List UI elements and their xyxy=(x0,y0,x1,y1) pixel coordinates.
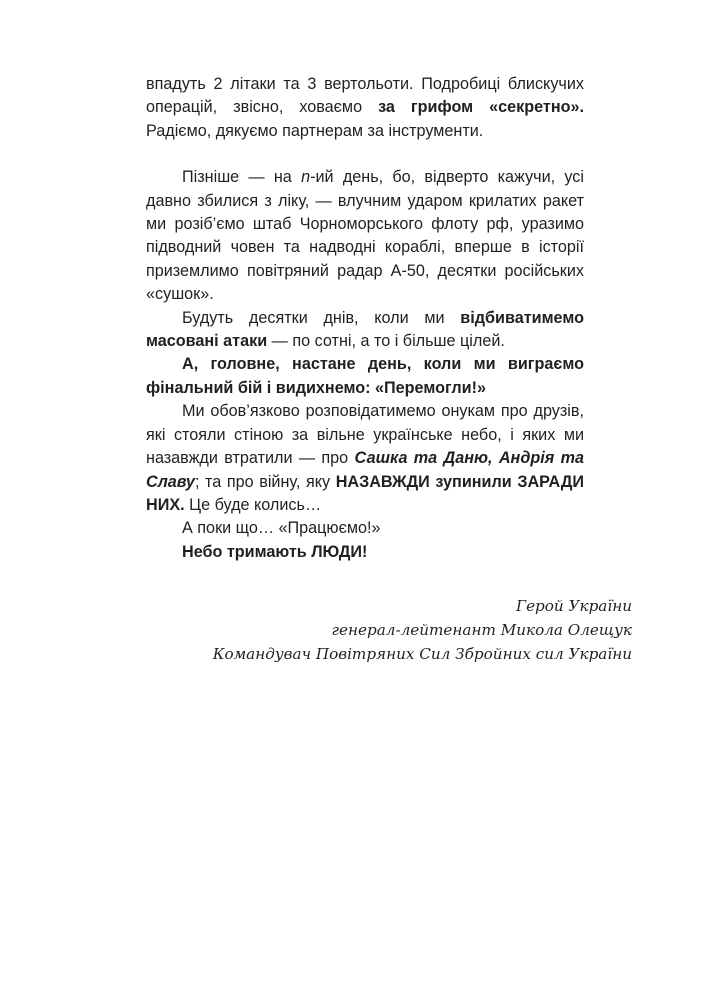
signature-position: Командувач Повітряних Сил Збройних сил України xyxy=(212,645,632,663)
text-run: ; та про війну, яку xyxy=(194,472,336,491)
text-run: Радіємо, дякуємо партнерам за інструменти. xyxy=(146,121,484,140)
italic-run: n xyxy=(301,168,311,187)
signature-block xyxy=(172,594,632,666)
paragraph-3 xyxy=(146,307,584,354)
text-run: — по сотні, а то і більше цілей. xyxy=(267,332,505,351)
bold-run: відбиватимемо масовані атаки xyxy=(146,308,584,351)
bold-run: НАЗАВЖДИ зупинили ЗАРАДИ НИХ. xyxy=(146,472,584,514)
paragraph-6 xyxy=(146,517,584,540)
signature-rank-name: генерал-лейтенант Микола Олещук xyxy=(331,621,632,639)
text-run: Будуть десятки днів, коли ми xyxy=(182,308,461,327)
body-text xyxy=(146,73,584,564)
text-run: Пізніше — на xyxy=(182,168,302,187)
paragraph-5 xyxy=(146,400,584,517)
text-run: Це буде колись… xyxy=(184,495,322,514)
bold-run: Небо тримають ЛЮДИ! xyxy=(182,542,368,561)
text-run: -ий день, бо, відверто кажучи, усі давно збилися з ліку, — влучним ударом крилатих ракет ми розіб’ємо штаб Чорноморського флоту рф, уразимо підводний човен та надводні кораблі, вперше в історії приземлимо повітряний радар А-50, десятки російських «сушок». xyxy=(146,168,584,304)
text-run: Ми обов’язково розповідатимемо онукам про друзів, які стояли стіною за вільне українське небо, і яких ми назавжди втратили — про xyxy=(146,402,584,468)
bold-italic-run: Сашка та Даню, Андрія та Славу xyxy=(146,449,584,491)
paragraph-1 xyxy=(146,73,584,143)
paragraph-7 xyxy=(146,541,584,564)
paragraph-4 xyxy=(146,353,584,400)
bold-run: за грифом «секретно». xyxy=(378,98,584,117)
signature-title: Герой України xyxy=(516,597,632,615)
text-run: А поки що… «Працюємо!» xyxy=(182,519,381,538)
paragraph-2 xyxy=(146,166,584,306)
text-run: впадуть 2 літаки та 3 вертольоти. Подробиці блискучих операцій, звісно, ховаємо xyxy=(146,75,584,117)
bold-run: А, головне, настане день, коли ми виграємо фінальний бій і видихнемо: «Перемогли!» xyxy=(146,355,584,397)
